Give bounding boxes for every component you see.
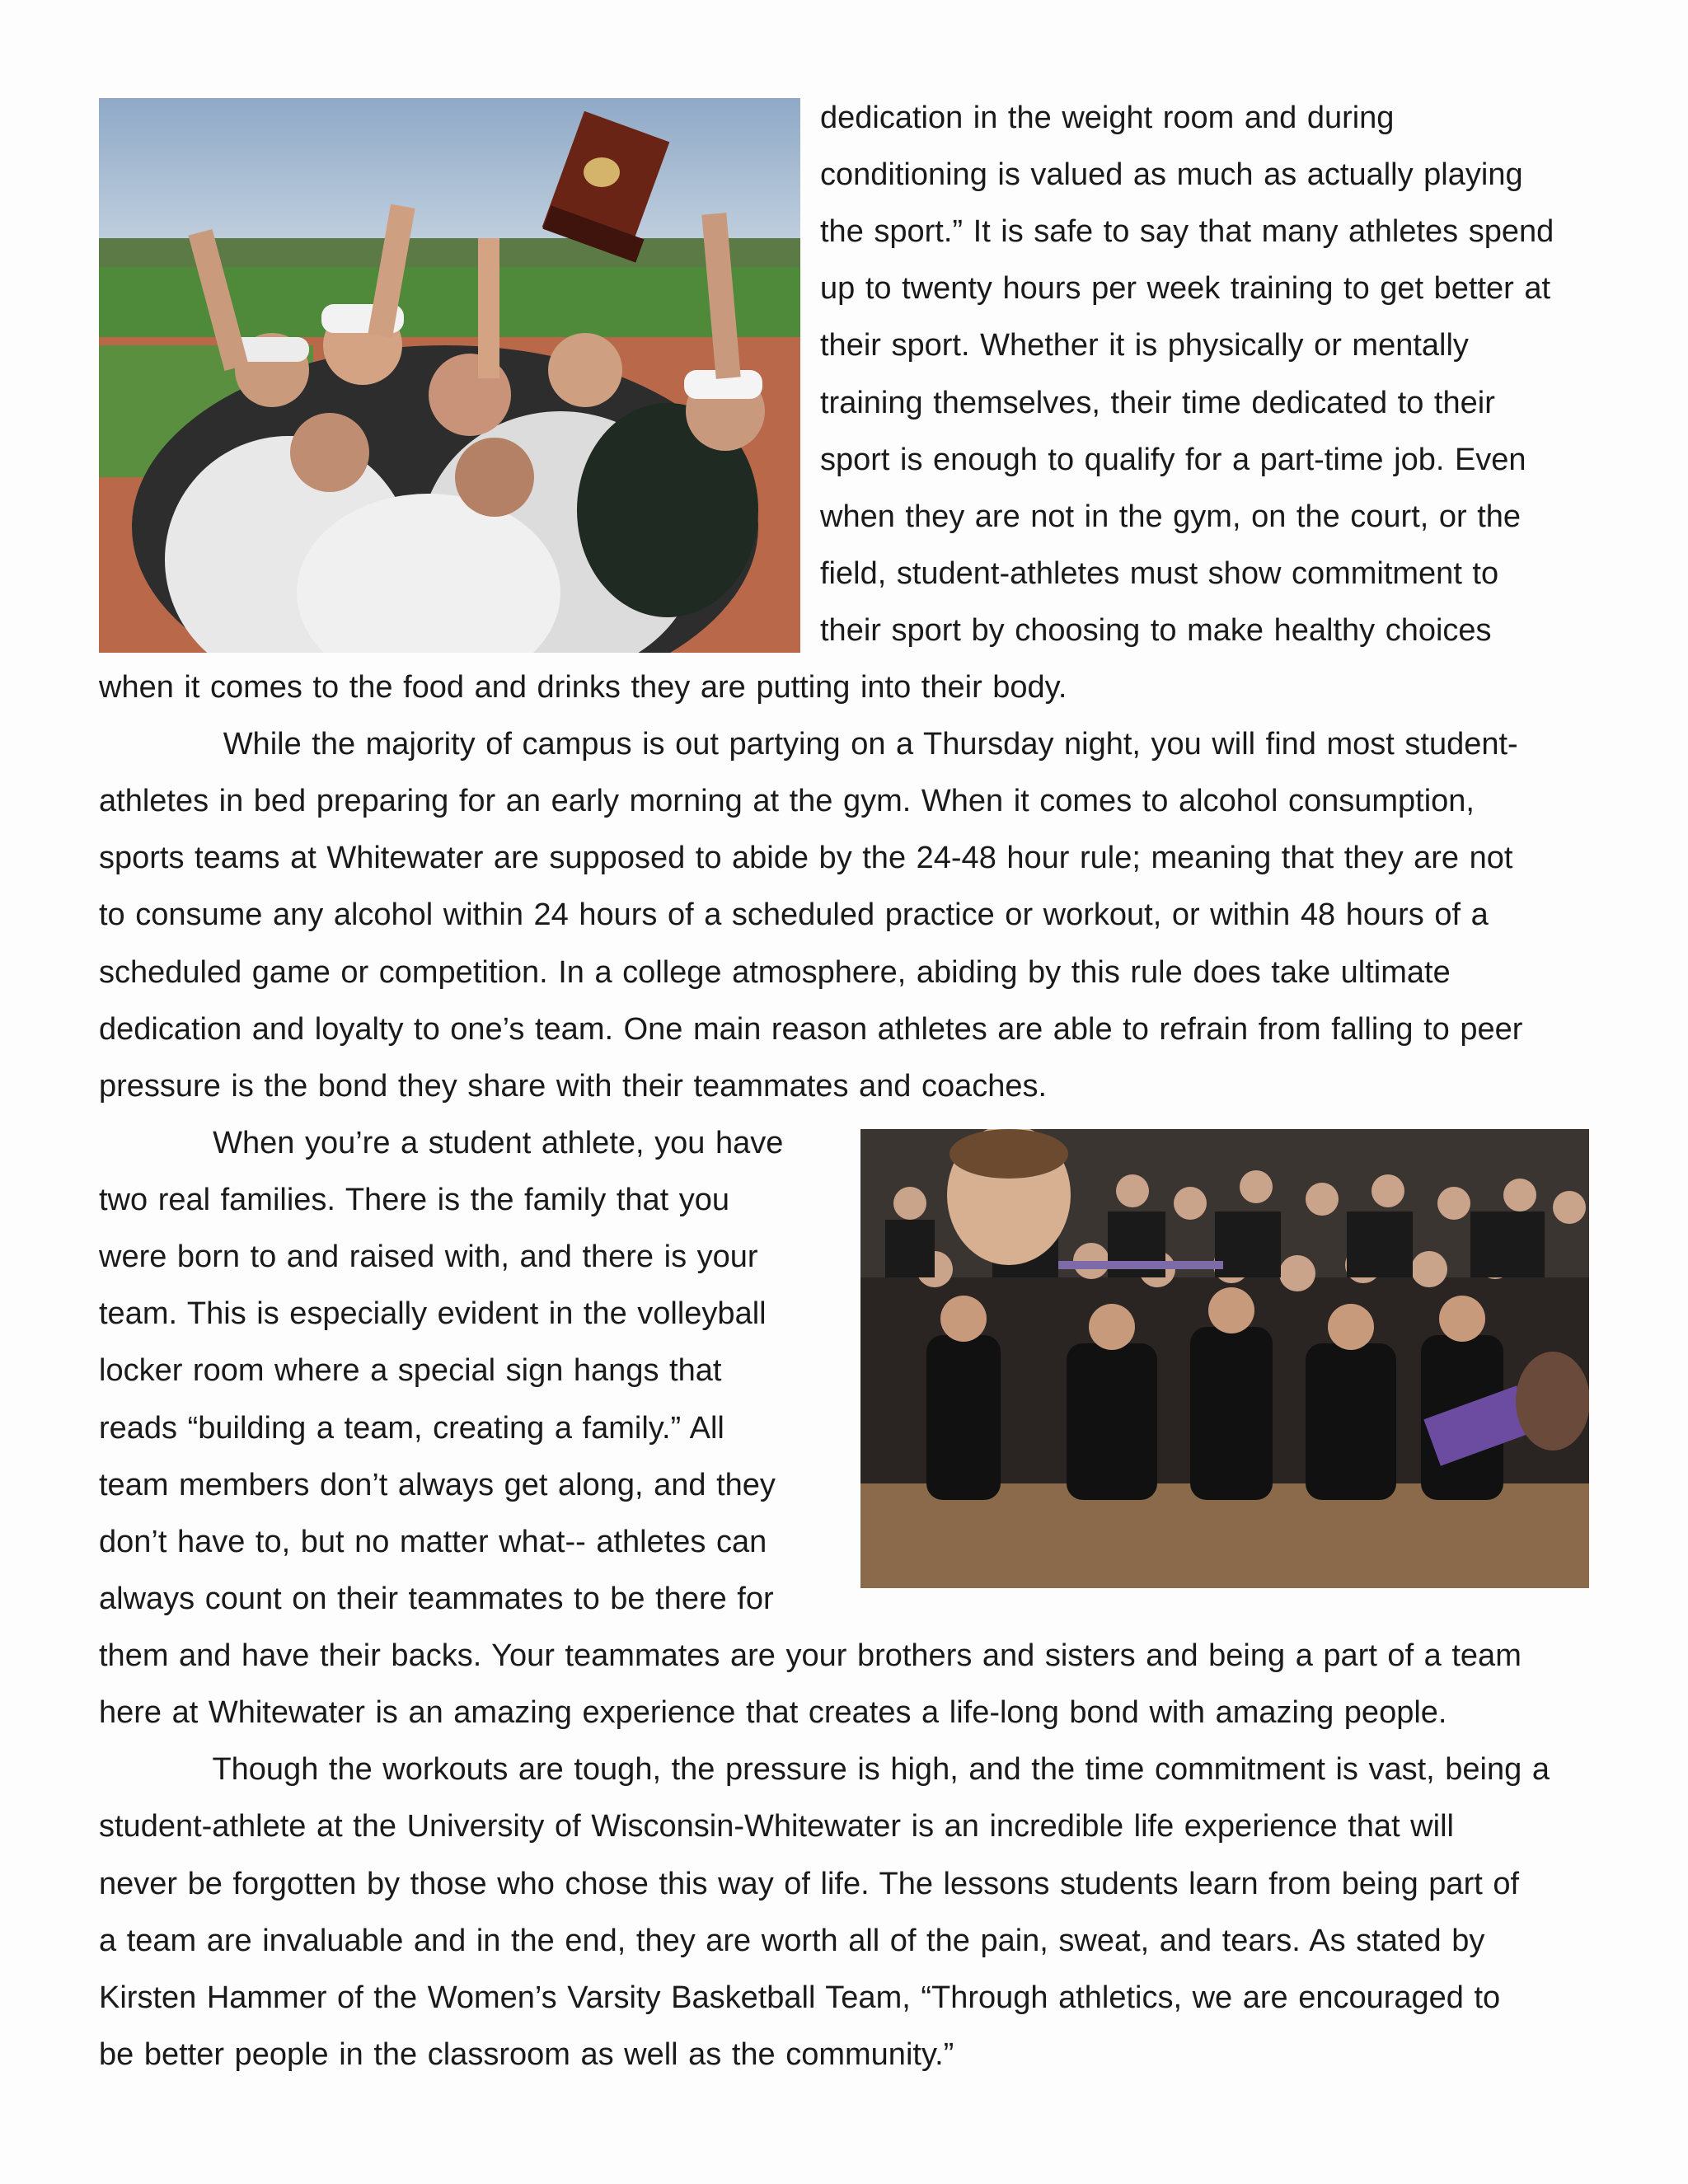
text-line: here at Whitewater is an amazing experience that creates a life-long bond with amazing people. <box>99 1695 1447 1730</box>
text-line: always count on their teammates to be there for <box>99 1582 774 1616</box>
text-line: were born to and raised with, and there is your <box>99 1240 758 1274</box>
text-line: reads “building a team, creating a family.” All <box>99 1411 724 1446</box>
text-line: their sport by choosing to make healthy choices <box>820 613 1492 648</box>
text-line: be better people in the classroom as well as the community.” <box>99 2037 954 2072</box>
text-line: field, student-athletes must show commitment to <box>820 556 1499 591</box>
text-line: While the majority of campus is out partying on a Thursday night, you will find most student- <box>99 727 1518 762</box>
text-line: to consume any alcohol within 24 hours of a scheduled practice or workout, or within 48 hours of a <box>99 898 1489 932</box>
text-line: up to twenty hours per week training to get better at <box>820 271 1551 306</box>
text-line: athletes in bed preparing for an early morning at the gym. When it comes to alcohol consumption, <box>99 784 1475 818</box>
text-line: dedication in the weight room and during <box>820 101 1395 135</box>
text-line: scheduled game or competition. In a college atmosphere, abiding by this rule does take ultimate <box>99 955 1451 990</box>
text-line: Though the workouts are tough, the pressure is high, and the time commitment is vast, being a <box>99 1752 1550 1787</box>
text-line: their sport. Whether it is physically or mentally <box>820 328 1469 363</box>
text-line: don’t have to, but no matter what-- athletes can <box>99 1525 767 1559</box>
text-line: when they are not in the gym, on the court, or the <box>820 499 1522 534</box>
text-line: a team are invaluable and in the end, they are worth all of the pain, sweat, and tears. As stated by <box>99 1924 1485 1958</box>
text-line: pressure is the bond they share with their teammates and coaches. <box>99 1069 1048 1104</box>
text-line: when it comes to the food and drinks they are putting into their body. <box>99 670 1067 705</box>
text-line: never be forgotten by those who chose this way of life. The lessons students learn from being part of <box>99 1867 1520 1901</box>
text-line: sport is enough to qualify for a part-time job. Even <box>820 443 1526 477</box>
text-line: Kirsten Hammer of the Women’s Varsity Basketball Team, “Through athletics, we are encouraged to <box>99 1980 1501 2015</box>
text-line: two real families. There is the family that you <box>99 1183 730 1217</box>
text-line: conditioning is valued as much as actually playing <box>820 157 1523 192</box>
text-line: locker room where a special sign hangs that <box>99 1353 722 1388</box>
text-line: student-athlete at the University of Wisconsin-Whitewater is an incredible life experience that will <box>99 1809 1454 1844</box>
text-line: training themselves, their time dedicated to their <box>820 386 1495 420</box>
text-line: the sport.” It is safe to say that many athletes spend <box>820 214 1554 249</box>
text-line: sports teams at Whitewater are supposed to abide by the 24-48 hour rule; meaning that they are not <box>99 841 1513 875</box>
text-line: them and have their backs. Your teammates are your brothers and sisters and being a part of a team <box>99 1638 1522 1673</box>
text-line: When you’re a student athlete, you have <box>99 1126 784 1160</box>
student-fans-photo <box>860 1129 1589 1588</box>
text-line: team members don’t always get along, and they <box>99 1468 776 1502</box>
text-line: team. This is especially evident in the volleyball <box>99 1296 767 1331</box>
text-line: dedication and loyalty to one’s team. One main reason athletes are able to refrain from falling to peer <box>99 1012 1523 1047</box>
baseball-celebration-photo <box>99 98 800 653</box>
